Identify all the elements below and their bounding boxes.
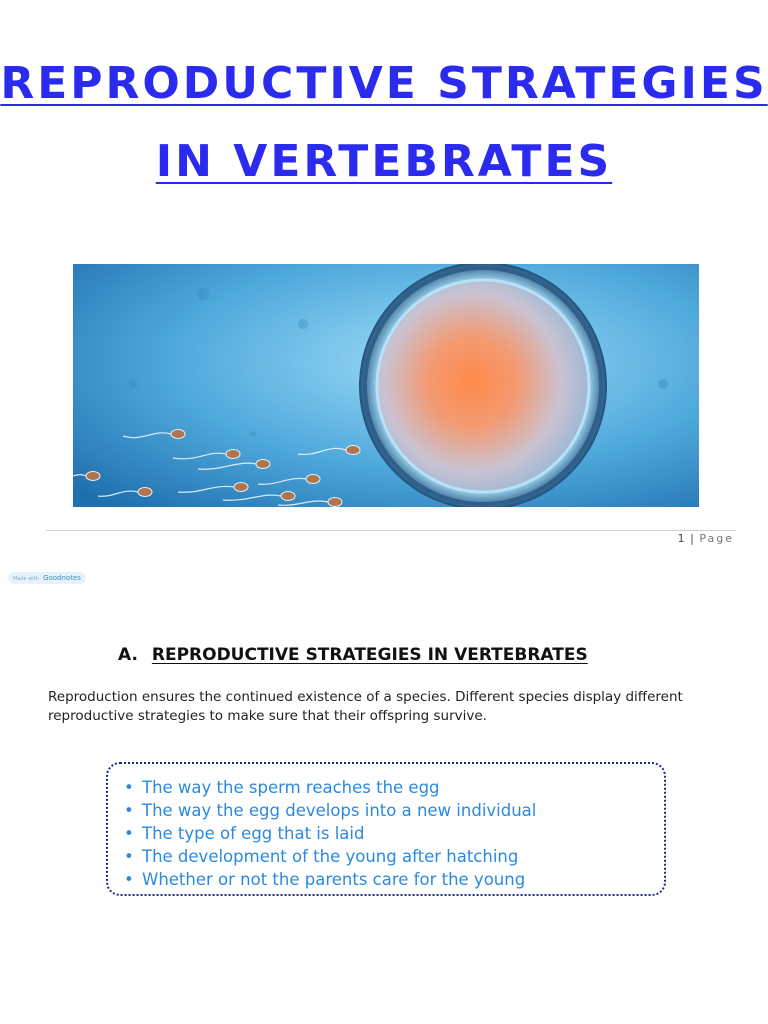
goodnotes-brand: Goodnotes (43, 574, 81, 582)
bullet-icon: • (124, 847, 134, 866)
section-letter: A. (118, 645, 138, 665)
list-item (124, 845, 664, 868)
page-title-line-2: IN VERTEBRATES (155, 136, 613, 187)
page-number-separator: | (690, 532, 695, 545)
page-title-line-1: REPRODUCTIVE STRATEGIES (0, 58, 768, 109)
bullet-icon: • (124, 801, 134, 820)
strategies-list (108, 764, 664, 891)
list-item-text: The type of egg that is laid (142, 824, 365, 843)
list-item-text: The way the egg develops into a new individual (142, 801, 537, 820)
list-item (124, 822, 664, 845)
list-item (124, 868, 664, 891)
page-number-value: 1 (677, 532, 686, 545)
list-item-text: The way the sperm reaches the egg (142, 778, 440, 797)
intro-paragraph: Reproduction ensures the continued existence of a species. Different species display different reproductive strategies to make sure that their offspring survive. (48, 689, 683, 724)
list-item-text: The development of the young after hatching (142, 847, 519, 866)
bullet-icon: • (124, 824, 134, 843)
bullet-icon: • (124, 778, 134, 797)
egg-and-sperm-illustration-icon (73, 264, 699, 507)
section-heading-text: REPRODUCTIVE STRATEGIES IN VERTEBRATES (151, 645, 588, 665)
list-item-text: Whether or not the parents care for the young (142, 870, 526, 889)
goodnotes-badge[interactable] (8, 572, 86, 584)
page-number (678, 532, 734, 545)
bullet-icon: • (124, 870, 134, 889)
list-item (124, 799, 664, 822)
section-heading (118, 645, 588, 665)
strategies-box (106, 762, 666, 896)
goodnotes-prefix: Made with (13, 576, 39, 582)
egg-and-sperm-image (73, 264, 699, 507)
list-item (124, 776, 664, 799)
page-divider (46, 530, 736, 531)
page-label: Page (699, 532, 734, 545)
